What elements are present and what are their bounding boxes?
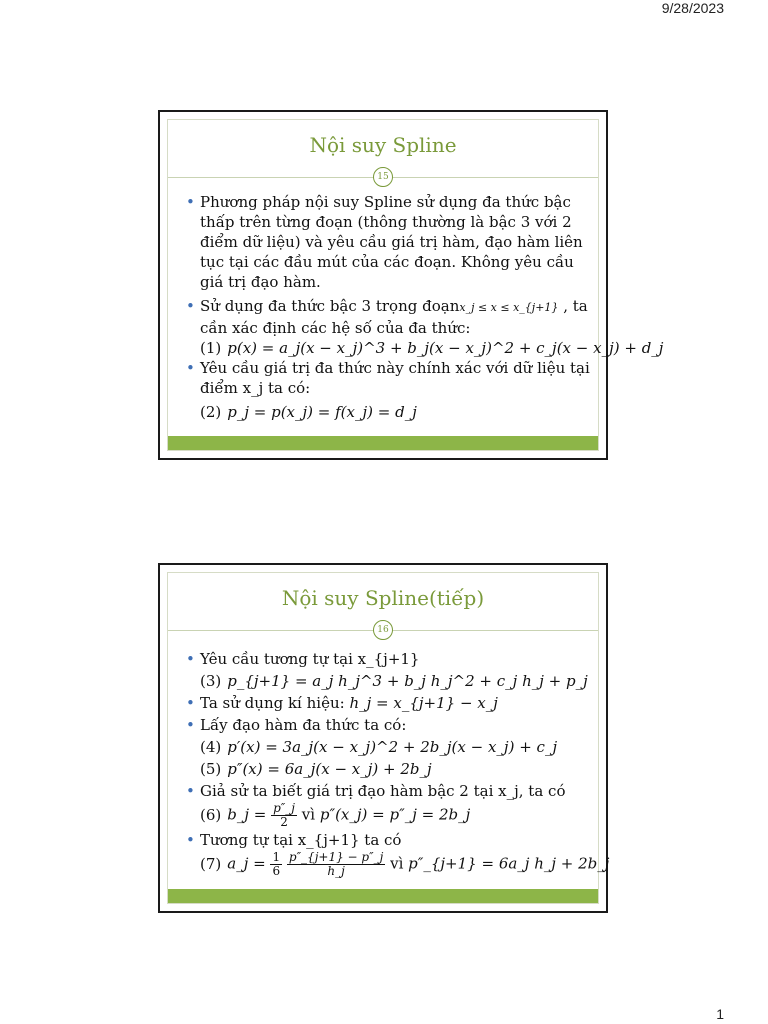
- slide-footer-bar: [168, 436, 598, 450]
- equation-1: (1) p(x) = a_j(x − x_j)^3 + b_j(x − x_j)^2 + c_j(x − x_j) + d_j: [200, 339, 664, 357]
- inline-math: x_j ≤ x ≤ x_{j+1}: [459, 301, 559, 314]
- equation-4: (4) p′(x) = 3a_j(x − x_j)^2 + 2b_j(x − x_j) + c_j: [200, 738, 558, 756]
- page-number: 1: [716, 1006, 724, 1022]
- inline-math: h_j = x_{j+1} − x_j: [349, 694, 498, 712]
- bullet-item: • Giả sử ta biết giá trị đạo hàm bậc 2 tại x_j, ta có: [184, 780, 590, 802]
- slide-content: [184, 648, 610, 878]
- fraction: $\frac{p''\_j}{2}$: [273, 801, 296, 829]
- slide-title: Nội suy Spline(tiếp): [281, 586, 485, 610]
- bullet-item: • Sử dụng đa thức bậc 3 trọng đoạnx_j ≤ x ≤ x_{j+1} , ta cần xác định các hệ số của đa thức:: [184, 296, 590, 338]
- equation-3: (3) p_{j+1} = a_j h_j^3 + b_j h_j^2 + c_j h_j + p_j: [200, 672, 588, 690]
- slide-title: Nội suy Spline: [309, 133, 457, 157]
- bullet-item: • Ta sử dụng kí hiệu: h_j = x_{j+1} − x_j: [184, 692, 590, 714]
- equation-5: (5) p″(x) = 6a_j(x − x_j) + 2b_j: [200, 760, 432, 778]
- equation-2: (2) p_j = p(x_j) = f(x_j) = d_j: [200, 403, 417, 421]
- slide-frame: [167, 119, 664, 451]
- bullet-item: • Yêu cầu giá trị đa thức này chính xác với dữ liệu tại điểm x_j ta có:: [184, 358, 590, 398]
- bullet-item: • Yêu cầu tương tự tại x_{j+1}: [184, 648, 590, 670]
- bullet-item: • Tương tự tại x_{j+1} ta có: [184, 829, 590, 851]
- slide-number-badge: 15: [373, 167, 393, 187]
- slide-15: [158, 110, 664, 460]
- slide-content: [184, 192, 664, 422]
- slide-footer-bar: [168, 889, 598, 903]
- print-date: 9/28/2023: [661, 0, 724, 16]
- slide-16: [158, 563, 608, 913]
- fraction: $\frac{1}{6}$: [272, 850, 281, 878]
- slide-frame: [167, 572, 610, 904]
- bullet-item: • Phương pháp nội suy Spline sử dụng đa thức bậc thấp trên từng đoạn (thông thường là bậc 3 với 2 điểm dữ liệu) và yêu cầu giá trị hàm, đạo hàm liên tục tại các đầu mút của các đoạn. Không yêu cầu giá trị đạo hàm.: [184, 192, 590, 292]
- equation-7: (7) a_j = $\frac{1}{6}$ $\frac{p''\_\{j+1\} - p''\_j}{h\_j}$ vì p″_{j+1} = 6a_j h_j + 2b_j: [200, 850, 610, 878]
- slide-number-badge: 16: [373, 620, 393, 640]
- fraction: $\frac{p''\_\{j+1\} - p''\_j}{h\_j}$: [288, 850, 384, 878]
- equation-6: (6) b_j = $\frac{p''\_j}{2}$ vì p″(x_j) = p″_j = 2b_j: [200, 801, 471, 829]
- bullet-item: • Lấy đạo hàm đa thức ta có:: [184, 714, 590, 736]
